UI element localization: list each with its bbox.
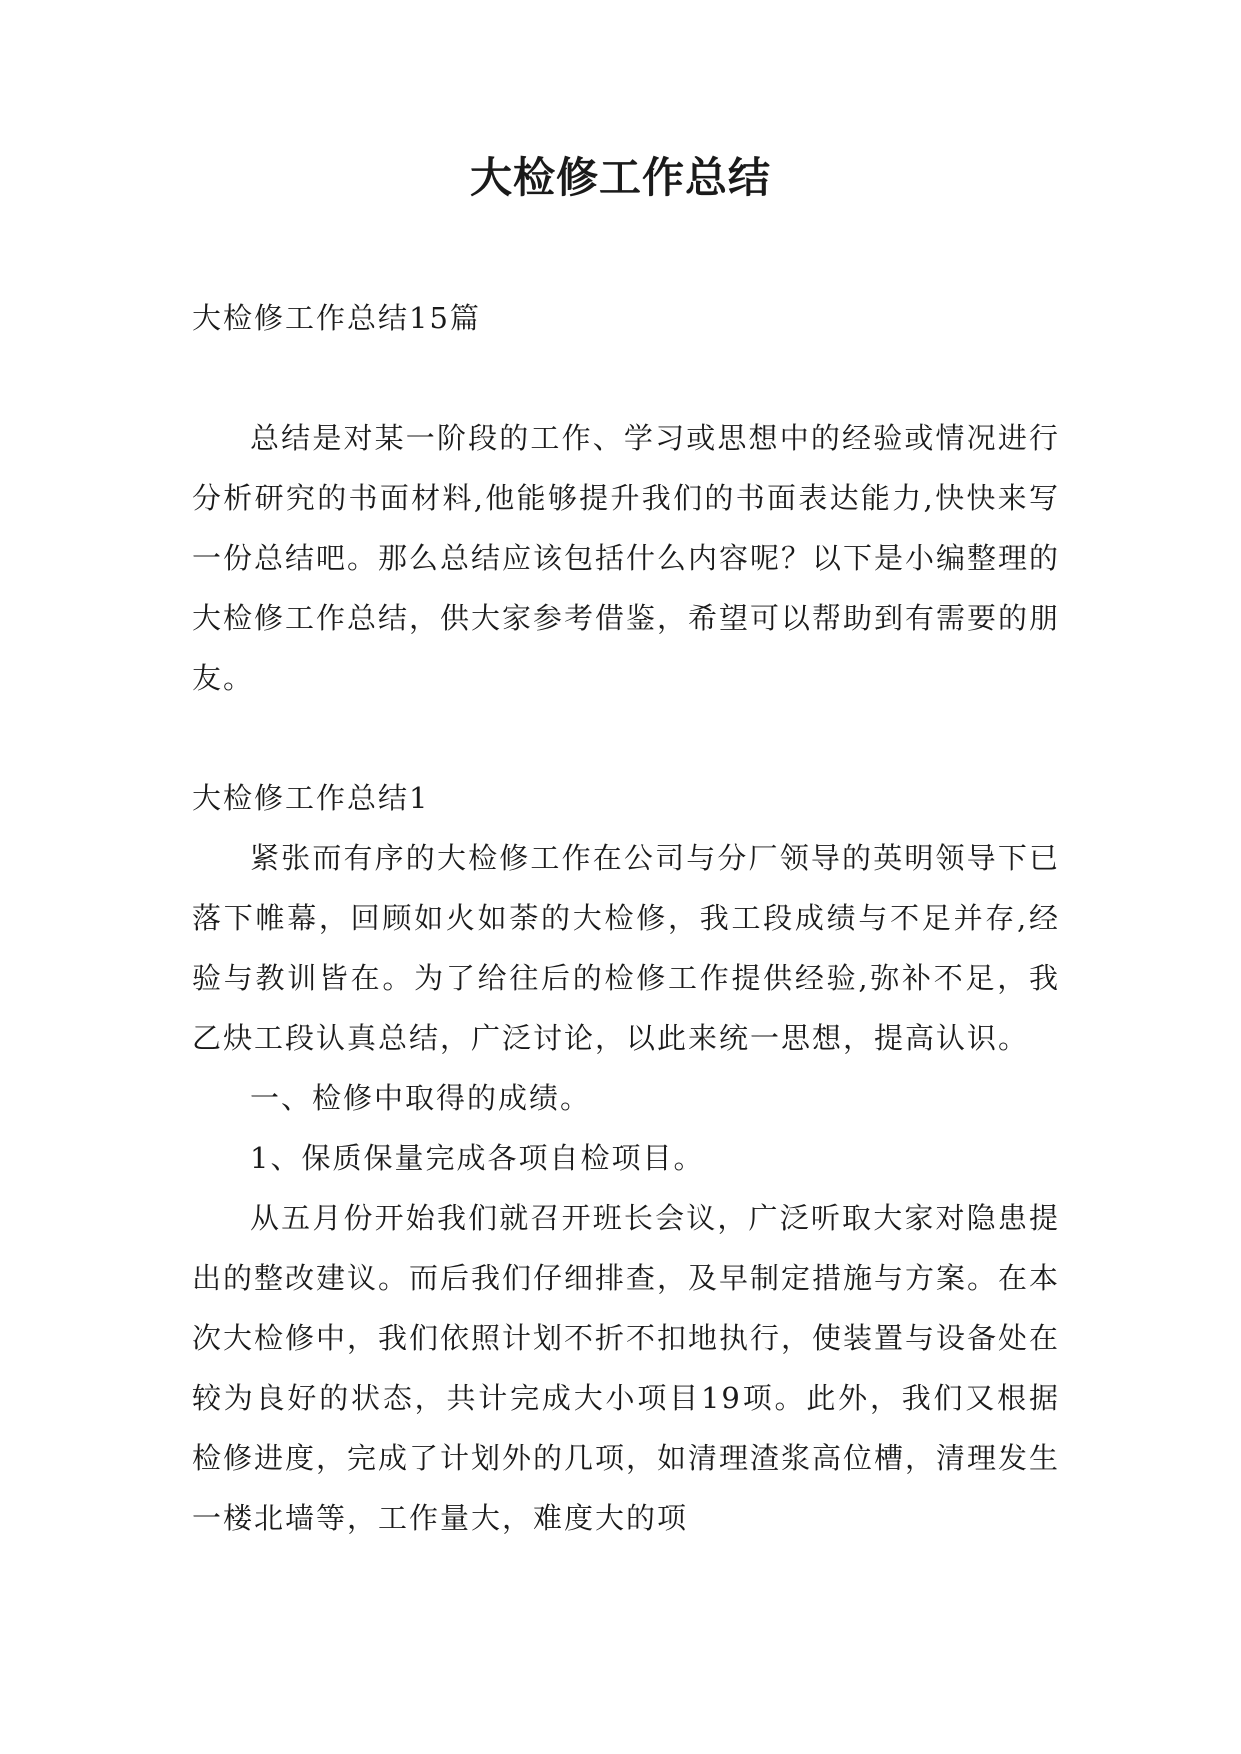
intro-paragraph: 总结是对某一阶段的工作、学习或思想中的经验或情况进行分析研究的书面材料,他能够提升我们的书面表达能力,快快来写一份总结吧。那么总结应该包括什么内容呢？以下是小编整理的大检修工作总结，供大家参考借鉴，希望可以帮助到有需要的朋友。 — [192, 421, 1061, 695]
body-paragraph: 从五月份开始我们就召开班长会议，广泛听取大家对隐患提出的整改建议。而后我们仔细排查，及早制定措施与方案。在本次大检修中，我们依照计划不折不扣地执行，使装置与设备处在较为良好的状态，共计完成大小项目19项。此外，我们又根据检修进度，完成了计划外的几项，如清理渣浆高位槽，清理发生一楼北墙等，工作量大，难度大的项 — [192, 1201, 1061, 1535]
document-subtitle: 大检修工作总结15篇 — [192, 301, 481, 335]
document-body — [192, 288, 1060, 1548]
section-heading: 大检修工作总结1 — [192, 781, 430, 815]
body-paragraph: 1、保质保量完成各项自检项目。 — [250, 1141, 705, 1175]
body-paragraph: 一、检修中取得的成绩。 — [250, 1081, 592, 1115]
document-title: 大检修工作总结 — [469, 153, 771, 202]
body-paragraph: 紧张而有序的大检修工作在公司与分厂领导的英明领导下已落下帷幕，回顾如火如荼的大检修，我工段成绩与不足并存,经验与教训皆在。为了给往后的检修工作提供经验,弥补不足，我乙炔工段认真总结，广泛讨论，以此来统一思想，提高认识。 — [192, 841, 1060, 1055]
